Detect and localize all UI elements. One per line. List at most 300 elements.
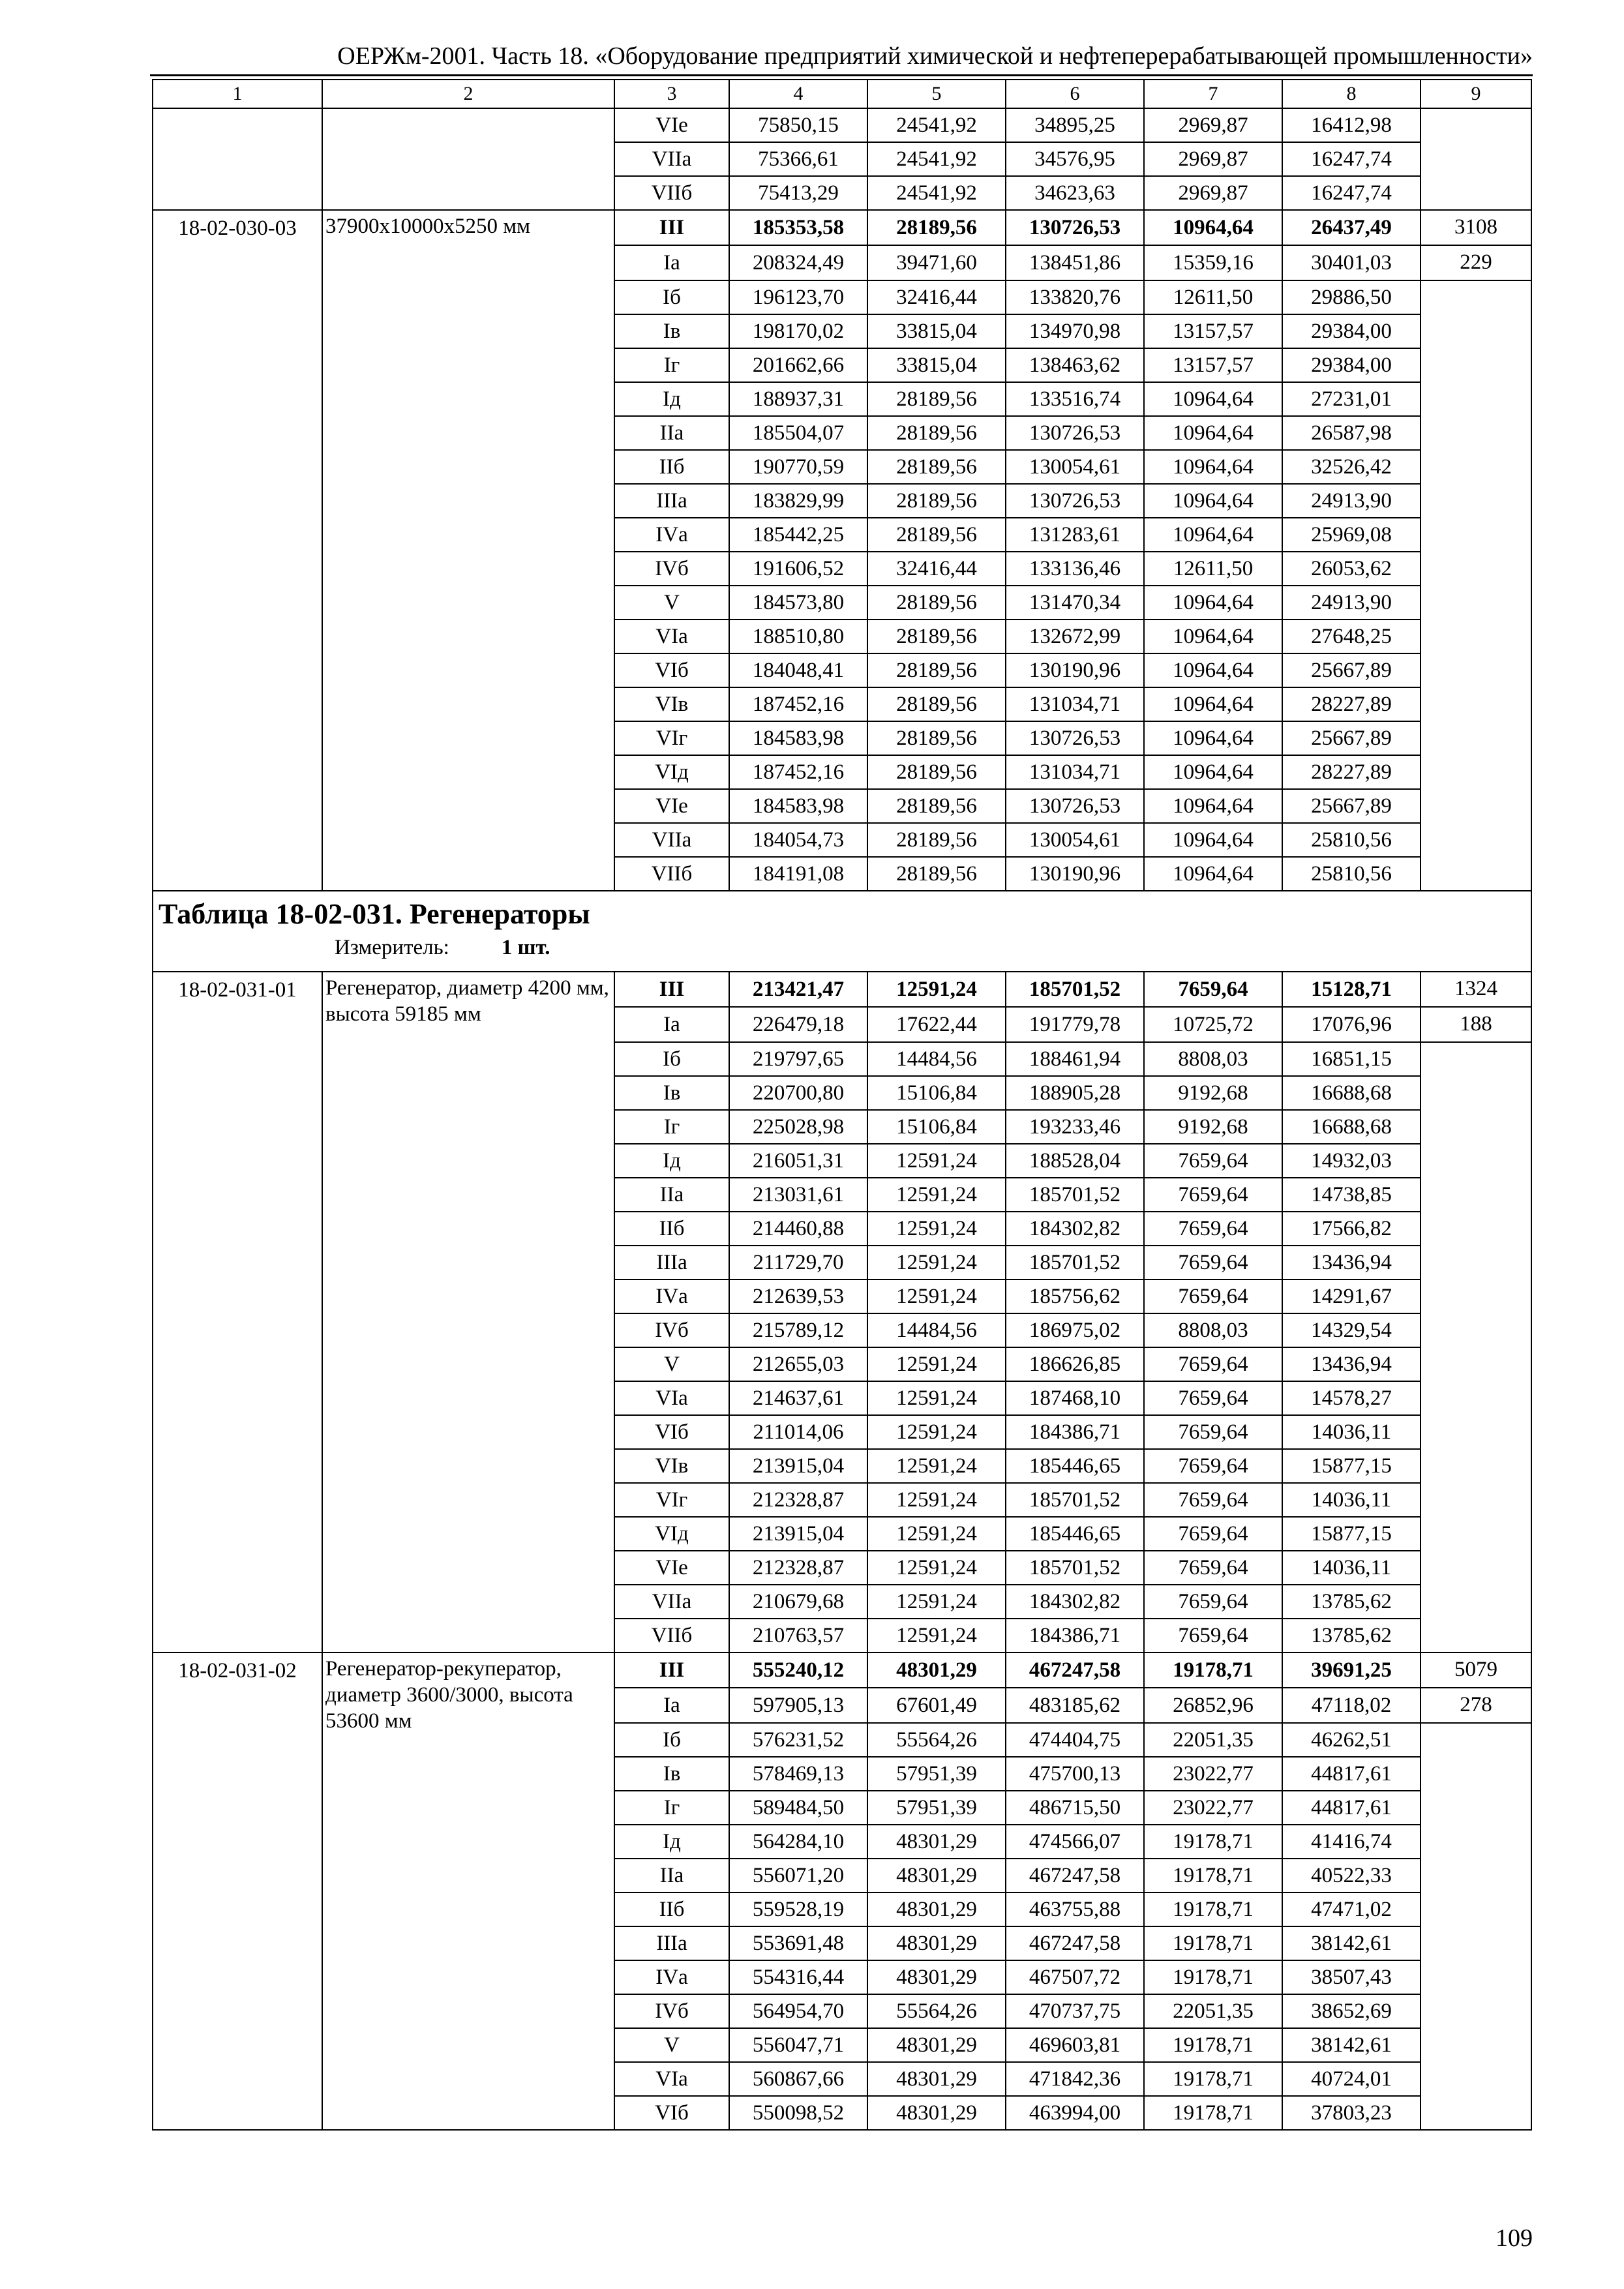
labor-empty	[1421, 1042, 1531, 1653]
cost-value: 10964,64	[1144, 518, 1282, 552]
region-zone: VIIб	[614, 176, 729, 210]
cost-value: 25667,89	[1282, 789, 1421, 823]
cost-value: 28189,56	[867, 755, 1006, 789]
cost-value: 564954,70	[729, 1994, 867, 2028]
cost-value: 475700,13	[1006, 1757, 1144, 1791]
cost-value: 2969,87	[1144, 176, 1282, 210]
cost-value: 19178,71	[1144, 1926, 1282, 1960]
region-zone: Iд	[614, 1144, 729, 1178]
cost-value: 184048,41	[729, 653, 867, 687]
cost-value: 13436,94	[1282, 1347, 1421, 1381]
cost-value: 75413,29	[729, 176, 867, 210]
region-zone: Iб	[614, 280, 729, 314]
cost-value: 187452,16	[729, 755, 867, 789]
cost-value: 15877,15	[1282, 1517, 1421, 1551]
cost-value: 474566,07	[1006, 1825, 1144, 1859]
cost-value: 188937,31	[729, 382, 867, 416]
cost-value: 556071,20	[729, 1859, 867, 1893]
column-number: 9	[1421, 80, 1531, 108]
item-description: Регенератор-рекуператор, диаметр 3600/3000, высота 53600 мм	[322, 1653, 614, 2130]
cost-value: 10964,64	[1144, 586, 1282, 620]
cost-value: 10725,72	[1144, 1007, 1282, 1042]
cost-value: 133820,76	[1006, 280, 1144, 314]
labor-value: 5079	[1421, 1653, 1531, 1688]
column-number: 5	[867, 80, 1006, 108]
region-zone: Iа	[614, 1688, 729, 1723]
cost-value: 7659,64	[1144, 1517, 1282, 1551]
labor-value: 229	[1421, 245, 1531, 280]
cost-value: 26053,62	[1282, 552, 1421, 586]
labor-value: 188	[1421, 1007, 1531, 1042]
cost-value: 15359,16	[1144, 245, 1282, 280]
cost-value: 190770,59	[729, 450, 867, 484]
cost-value: 12591,24	[867, 972, 1006, 1007]
cost-value: 212328,87	[729, 1551, 867, 1585]
cost-value: 48301,29	[867, 1859, 1006, 1893]
cost-value: 12591,24	[867, 1246, 1006, 1279]
cost-value: 14036,11	[1282, 1551, 1421, 1585]
rates-table	[152, 79, 1532, 2131]
cost-value: 10964,64	[1144, 653, 1282, 687]
cost-value: 28189,56	[867, 823, 1006, 857]
cost-value: 25810,56	[1282, 857, 1421, 891]
column-number: 6	[1006, 80, 1144, 108]
cost-value: 191779,78	[1006, 1007, 1144, 1042]
cost-value: 555240,12	[729, 1653, 867, 1688]
cost-value: 10964,64	[1144, 721, 1282, 755]
cost-value: 29384,00	[1282, 348, 1421, 382]
cost-value: 133136,46	[1006, 552, 1144, 586]
cost-value: 28189,56	[867, 789, 1006, 823]
region-zone: VIг	[614, 1483, 729, 1517]
cost-value: 48301,29	[867, 1960, 1006, 1994]
region-zone: IIIа	[614, 484, 729, 518]
cost-value: 32526,42	[1282, 450, 1421, 484]
cost-value: 55564,26	[867, 1994, 1006, 2028]
cost-value: 10964,64	[1144, 789, 1282, 823]
cost-value: 213915,04	[729, 1517, 867, 1551]
cost-value: 16851,15	[1282, 1042, 1421, 1076]
cost-value: 19178,71	[1144, 1825, 1282, 1859]
cost-value: 467247,58	[1006, 1926, 1144, 1960]
cost-value: 559528,19	[729, 1893, 867, 1926]
region-zone: VIIа	[614, 1585, 729, 1619]
cost-value: 188528,04	[1006, 1144, 1144, 1178]
cost-value: 185701,52	[1006, 972, 1144, 1007]
cost-value: 130054,61	[1006, 823, 1144, 857]
cost-value: 210679,68	[729, 1585, 867, 1619]
header-rule	[150, 74, 1533, 76]
cost-value: 188461,94	[1006, 1042, 1144, 1076]
cost-value: 12611,50	[1144, 280, 1282, 314]
cost-value: 212655,03	[729, 1347, 867, 1381]
cost-value: 10964,64	[1144, 210, 1282, 245]
cost-value: 17076,96	[1282, 1007, 1421, 1042]
cost-value: 28227,89	[1282, 687, 1421, 721]
cost-value: 10964,64	[1144, 857, 1282, 891]
cost-value: 40724,01	[1282, 2062, 1421, 2096]
cost-value: 14484,56	[867, 1313, 1006, 1347]
cost-value: 564284,10	[729, 1825, 867, 1859]
cost-value: 19178,71	[1144, 1859, 1282, 1893]
cost-value: 28189,56	[867, 484, 1006, 518]
region-zone: III	[614, 972, 729, 1007]
cost-value: 16412,98	[1282, 108, 1421, 142]
cost-value: 474404,75	[1006, 1723, 1144, 1757]
region-zone: VIа	[614, 620, 729, 653]
cost-value: 34895,25	[1006, 108, 1144, 142]
region-zone: IIIа	[614, 1246, 729, 1279]
region-zone: VIе	[614, 1551, 729, 1585]
cost-value: 41416,74	[1282, 1825, 1421, 1859]
cost-value: 27231,01	[1282, 382, 1421, 416]
labor-empty	[1421, 280, 1531, 891]
cost-value: 463755,88	[1006, 1893, 1144, 1926]
cost-value: 2969,87	[1144, 142, 1282, 176]
cost-value: 14036,11	[1282, 1483, 1421, 1517]
cost-value: 185353,58	[729, 210, 867, 245]
cost-value: 28189,56	[867, 416, 1006, 450]
cost-value: 10964,64	[1144, 450, 1282, 484]
cost-value: 7659,64	[1144, 1415, 1282, 1449]
cost-value: 39471,60	[867, 245, 1006, 280]
cost-value: 13785,62	[1282, 1619, 1421, 1653]
labor-empty	[1421, 108, 1531, 210]
table-row	[153, 210, 1531, 245]
cost-value: 28189,56	[867, 620, 1006, 653]
cost-value: 8808,03	[1144, 1313, 1282, 1347]
cost-value: 130726,53	[1006, 416, 1144, 450]
cost-value: 185504,07	[729, 416, 867, 450]
cost-value: 130190,96	[1006, 653, 1144, 687]
cost-value: 16247,74	[1282, 142, 1421, 176]
cost-value: 75850,15	[729, 108, 867, 142]
cost-value: 16688,68	[1282, 1110, 1421, 1144]
region-zone: VIIб	[614, 857, 729, 891]
cost-value: 14932,03	[1282, 1144, 1421, 1178]
region-zone: III	[614, 210, 729, 245]
cost-value: 38652,69	[1282, 1994, 1421, 2028]
cost-value: 30401,03	[1282, 245, 1421, 280]
cost-value: 25969,08	[1282, 518, 1421, 552]
cost-value: 40522,33	[1282, 1859, 1421, 1893]
cost-value: 214460,88	[729, 1212, 867, 1246]
cost-value: 185701,52	[1006, 1178, 1144, 1212]
cost-value: 7659,64	[1144, 1483, 1282, 1517]
page-header: ОЕРЖм-2001. Часть 18. «Оборудование предприятий химической и нефтеперерабатывающей промышленности»	[337, 42, 1533, 70]
region-zone: IIб	[614, 450, 729, 484]
region-zone: IIа	[614, 1859, 729, 1893]
cost-value: 10964,64	[1144, 755, 1282, 789]
cost-value: 25810,56	[1282, 823, 1421, 857]
cost-value: 184583,98	[729, 721, 867, 755]
cost-value: 28227,89	[1282, 755, 1421, 789]
cost-value: 7659,64	[1144, 1619, 1282, 1653]
cost-value: 193233,46	[1006, 1110, 1144, 1144]
cost-value: 34623,63	[1006, 176, 1144, 210]
cost-value: 589484,50	[729, 1791, 867, 1825]
region-zone: Iг	[614, 1110, 729, 1144]
region-zone: Iб	[614, 1723, 729, 1757]
cost-value: 13436,94	[1282, 1246, 1421, 1279]
cost-value: 28189,56	[867, 450, 1006, 484]
cost-value: 55564,26	[867, 1723, 1006, 1757]
region-zone: V	[614, 1347, 729, 1381]
cost-value: 8808,03	[1144, 1042, 1282, 1076]
cost-value: 7659,64	[1144, 972, 1282, 1007]
cost-value: 196123,70	[729, 280, 867, 314]
region-zone: VIв	[614, 1449, 729, 1483]
cost-value: 12611,50	[1144, 552, 1282, 586]
region-zone: V	[614, 2028, 729, 2062]
region-zone: Iг	[614, 1791, 729, 1825]
cost-value: 67601,49	[867, 1688, 1006, 1723]
region-zone: VIIб	[614, 1619, 729, 1653]
section-title-cell	[153, 891, 1531, 972]
region-zone: Iв	[614, 1757, 729, 1791]
cost-value: 7659,64	[1144, 1212, 1282, 1246]
cost-value: 15106,84	[867, 1076, 1006, 1110]
cost-value: 212328,87	[729, 1483, 867, 1517]
region-zone: VIв	[614, 687, 729, 721]
cost-value: 554316,44	[729, 1960, 867, 1994]
cost-value: 211014,06	[729, 1415, 867, 1449]
cost-value: 467247,58	[1006, 1859, 1144, 1893]
cost-value: 24541,92	[867, 142, 1006, 176]
region-zone: VIб	[614, 653, 729, 687]
cost-value: 185446,65	[1006, 1449, 1144, 1483]
region-zone: IVа	[614, 518, 729, 552]
cost-value: 15877,15	[1282, 1449, 1421, 1483]
cost-value: 7659,64	[1144, 1347, 1282, 1381]
cost-value: 25667,89	[1282, 721, 1421, 755]
cost-value: 38142,61	[1282, 2028, 1421, 2062]
cost-value: 48301,29	[867, 1653, 1006, 1688]
rate-code	[153, 108, 322, 210]
section-title-row	[153, 891, 1531, 972]
cost-value: 48301,29	[867, 2062, 1006, 2096]
cost-value: 132672,99	[1006, 620, 1144, 653]
cost-value: 13785,62	[1282, 1585, 1421, 1619]
cost-value: 12591,24	[867, 1517, 1006, 1551]
cost-value: 219797,65	[729, 1042, 867, 1076]
cost-value: 12591,24	[867, 1619, 1006, 1653]
column-number: 8	[1282, 80, 1421, 108]
cost-value: 24541,92	[867, 108, 1006, 142]
cost-value: 26587,98	[1282, 416, 1421, 450]
region-zone: VIа	[614, 2062, 729, 2096]
cost-value: 24913,90	[1282, 586, 1421, 620]
page-number: 109	[1496, 2224, 1533, 2252]
cost-value: 12591,24	[867, 1551, 1006, 1585]
cost-value: 28189,56	[867, 382, 1006, 416]
region-zone: VIе	[614, 108, 729, 142]
column-number: 2	[322, 80, 614, 108]
cost-value: 12591,24	[867, 1279, 1006, 1313]
labor-value: 3108	[1421, 210, 1531, 245]
region-zone: IIа	[614, 1178, 729, 1212]
cost-value: 12591,24	[867, 1415, 1006, 1449]
column-number: 1	[153, 80, 322, 108]
region-zone: Iа	[614, 1007, 729, 1042]
cost-value: 469603,81	[1006, 2028, 1144, 2062]
cost-value: 48301,29	[867, 1825, 1006, 1859]
cost-value: 138451,86	[1006, 245, 1144, 280]
cost-value: 210763,57	[729, 1619, 867, 1653]
cost-value: 38142,61	[1282, 1926, 1421, 1960]
region-zone: IVб	[614, 1313, 729, 1347]
cost-value: 34576,95	[1006, 142, 1144, 176]
cost-value: 14329,54	[1282, 1313, 1421, 1347]
cost-value: 47471,02	[1282, 1893, 1421, 1926]
region-zone: Iг	[614, 348, 729, 382]
cost-value: 13157,57	[1144, 314, 1282, 348]
region-zone: III	[614, 1653, 729, 1688]
cost-value: 22051,35	[1144, 1994, 1282, 2028]
cost-value: 131034,71	[1006, 687, 1144, 721]
cost-value: 16688,68	[1282, 1076, 1421, 1110]
cost-value: 28189,56	[867, 586, 1006, 620]
cost-value: 185701,52	[1006, 1483, 1144, 1517]
cost-value: 185442,25	[729, 518, 867, 552]
cost-value: 212639,53	[729, 1279, 867, 1313]
cost-value: 12591,24	[867, 1347, 1006, 1381]
cost-value: 134970,98	[1006, 314, 1144, 348]
cost-value: 28189,56	[867, 857, 1006, 891]
cost-value: 27648,25	[1282, 620, 1421, 653]
cost-value: 184386,71	[1006, 1415, 1144, 1449]
cost-value: 44817,61	[1282, 1757, 1421, 1791]
cost-value: 10964,64	[1144, 484, 1282, 518]
cost-value: 29886,50	[1282, 280, 1421, 314]
column-number-row	[153, 80, 1531, 108]
cost-value: 471842,36	[1006, 2062, 1144, 2096]
cost-value: 48301,29	[867, 2096, 1006, 2130]
cost-value: 226479,18	[729, 1007, 867, 1042]
cost-value: 213421,47	[729, 972, 867, 1007]
cost-value: 130054,61	[1006, 450, 1144, 484]
cost-value: 10964,64	[1144, 620, 1282, 653]
cost-value: 7659,64	[1144, 1449, 1282, 1483]
cost-value: 37803,23	[1282, 2096, 1421, 2130]
region-zone: Iв	[614, 314, 729, 348]
cost-value: 184302,82	[1006, 1212, 1144, 1246]
cost-value: 191606,52	[729, 552, 867, 586]
cost-value: 7659,64	[1144, 1279, 1282, 1313]
cost-value: 130726,53	[1006, 789, 1144, 823]
cost-value: 138463,62	[1006, 348, 1144, 382]
cost-value: 48301,29	[867, 2028, 1006, 2062]
labor-value: 1324	[1421, 972, 1531, 1007]
rate-code: 18-02-030-03	[153, 210, 322, 891]
cost-value: 12591,24	[867, 1144, 1006, 1178]
region-zone: VIд	[614, 1517, 729, 1551]
region-zone: IIб	[614, 1893, 729, 1926]
cost-value: 187468,10	[1006, 1381, 1144, 1415]
table-row	[153, 1653, 1531, 1688]
region-zone: IIIа	[614, 1926, 729, 1960]
cost-value: 57951,39	[867, 1757, 1006, 1791]
cost-value: 463994,00	[1006, 2096, 1144, 2130]
cost-value: 470737,75	[1006, 1994, 1144, 2028]
measure-label: Измеритель:	[335, 936, 449, 959]
cost-value: 29384,00	[1282, 314, 1421, 348]
cost-value: 10964,64	[1144, 416, 1282, 450]
cost-value: 9192,68	[1144, 1110, 1282, 1144]
cost-value: 467507,72	[1006, 1960, 1144, 1994]
region-zone: IIа	[614, 416, 729, 450]
cost-value: 131470,34	[1006, 586, 1144, 620]
cost-value: 25667,89	[1282, 653, 1421, 687]
column-number: 7	[1144, 80, 1282, 108]
cost-value: 15128,71	[1282, 972, 1421, 1007]
cost-value: 184054,73	[729, 823, 867, 857]
cost-value: 184302,82	[1006, 1585, 1144, 1619]
cost-value: 14484,56	[867, 1042, 1006, 1076]
region-zone: VIIа	[614, 823, 729, 857]
cost-value: 216051,31	[729, 1144, 867, 1178]
cost-value: 28189,56	[867, 687, 1006, 721]
region-zone: VIг	[614, 721, 729, 755]
cost-value: 19178,71	[1144, 1653, 1282, 1688]
labor-empty	[1421, 1723, 1531, 2130]
item-description	[322, 108, 614, 210]
region-zone: IVа	[614, 1960, 729, 1994]
cost-value: 12591,24	[867, 1178, 1006, 1212]
region-zone: IVб	[614, 1994, 729, 2028]
cost-value: 186626,85	[1006, 1347, 1144, 1381]
region-zone: VIб	[614, 1415, 729, 1449]
cost-value: 19178,71	[1144, 1960, 1282, 1994]
cost-value: 185701,52	[1006, 1551, 1144, 1585]
cost-value: 578469,13	[729, 1757, 867, 1791]
cost-value: 46262,51	[1282, 1723, 1421, 1757]
cost-value: 185446,65	[1006, 1517, 1144, 1551]
cost-value: 32416,44	[867, 552, 1006, 586]
cost-value: 208324,49	[729, 245, 867, 280]
cost-value: 220700,80	[729, 1076, 867, 1110]
cost-value: 24913,90	[1282, 484, 1421, 518]
cost-value: 33815,04	[867, 314, 1006, 348]
cost-value: 560867,66	[729, 2062, 867, 2096]
cost-value: 486715,50	[1006, 1791, 1144, 1825]
region-zone: V	[614, 586, 729, 620]
region-zone: IVб	[614, 552, 729, 586]
cost-value: 26437,49	[1282, 210, 1421, 245]
section-title: Таблица 18-02-031. Регенераторы	[158, 898, 590, 930]
cost-value: 7659,64	[1144, 1551, 1282, 1585]
cost-value: 133516,74	[1006, 382, 1144, 416]
cost-value: 188905,28	[1006, 1076, 1144, 1110]
cost-value: 48301,29	[867, 1893, 1006, 1926]
cost-value: 9192,68	[1144, 1076, 1282, 1110]
cost-value: 57951,39	[867, 1791, 1006, 1825]
region-zone: Iб	[614, 1042, 729, 1076]
table-row	[153, 108, 1531, 142]
cost-value: 184573,80	[729, 586, 867, 620]
cost-value: 12591,24	[867, 1483, 1006, 1517]
region-zone: VIд	[614, 755, 729, 789]
column-number: 3	[614, 80, 729, 108]
item-description: Регенератор, диаметр 4200 мм, высота 59185 мм	[322, 972, 614, 1653]
cost-value: 10964,64	[1144, 823, 1282, 857]
cost-value: 28189,56	[867, 518, 1006, 552]
cost-value: 10964,64	[1144, 382, 1282, 416]
cost-value: 12591,24	[867, 1585, 1006, 1619]
cost-value: 7659,64	[1144, 1246, 1282, 1279]
cost-value: 44817,61	[1282, 1791, 1421, 1825]
cost-value: 188510,80	[729, 620, 867, 653]
